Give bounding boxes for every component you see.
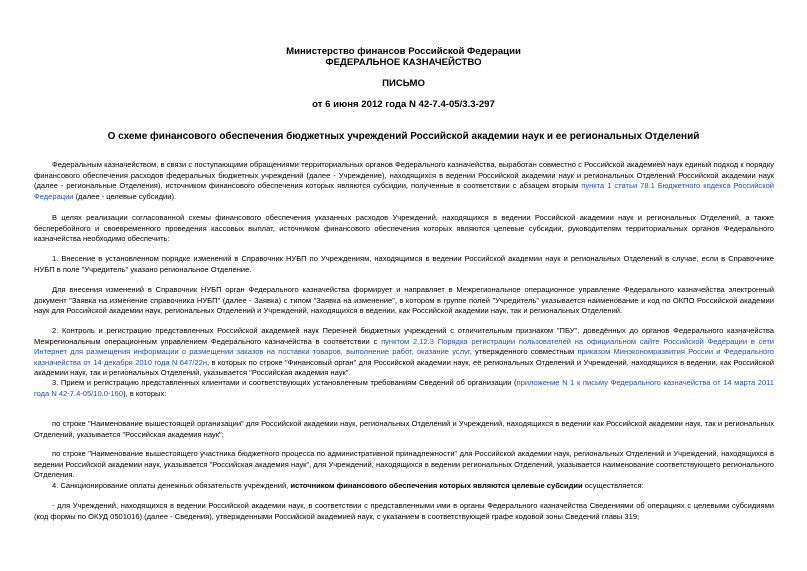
registration-procedure-link[interactable]: пунктом 2.12.3 Порядка регистрации пользователей на официальном сайте Российской Федерации в сети Интернет для размещения информации о размещении заказов на поставки товаров, выполнение работ, оказание услуг [34,336,775,357]
paragraph-item-3-line-2: по строке "Наименование вышестоящего участника бюджетного процесса по административной принадлежности" для Российской академии наук, региональных Отделений и Учреждений, находящихся в ведении Российской академии наук, указывается "Российская академия наук", для Учреждений, находящихся в ведении региональных Отделений, указывается наименование соответствующего регионального Отделения. [34,449,774,480]
paragraph-purpose: В целях реализации согласованной схемы финансового обеспечения указанных расходов Учреждений, находящихся в ведении Российской академии наук и региональных Отделений, а также бесперебойного и своевременного проведения кассовых выплат, источником финансового обеспечения которых являются целевые субсидии, руководителям территориальных органов Федерального казначейства необходимо обеспечить: [34,213,774,244]
paragraph-text: осуществляется: [582,481,644,490]
paragraph-intro [34,160,774,202]
agency-heading: ФЕДЕРАЛЬНОЕ КАЗНАЧЕЙСТВО [325,57,482,68]
doc-type-heading: ПИСЬМО [382,78,425,89]
paragraph-item-3 [34,378,774,399]
paragraph-item-4 [34,481,774,492]
subject-heading: О схеме финансового обеспечения бюджетных учреждений Российской академии наук и ее региональных Отделений [107,131,700,142]
appendix-link[interactable]: приложение N 1 к письму Федерального казначейства от 14 марта 2011 года N 42-7.4-05/10.0-160 [34,378,774,398]
paragraph-text: 2. Контроль и регистрацию представленных Российской академией наук Перечней бюджетных учреждений с отличительным признаком "ПБУ", доведённых до органов Федерального казначейства Межрегиональным операционным управлением Федерального казначейства в соответствии с [34,326,774,346]
paragraph-text: Федеральным казначейством, в связи с поступающими обращениями территориальных органов Федерального казначейства, выработан совместно с Российской академией наук единый подход к порядку финансового обеспечения расходов федеральных бюджетных учреждений (далее - Учреждение), находящихся в ведении Российской академии наук и региональных Отделений Российской академии наук (далее - региональные Отделения), источником финансового обеспечения которых являются субсидии, полученные в соответствии с абзацем вторым [34,160,774,191]
paragraph-item-1-details: Для внесения изменений в Справочник НУБП орган Федерального казначейства формирует и направляет в Межрегиональное операционное управление Федерального казначейства электронный документ "Заявка на изменение справочника НУБП" (далее - Заявка) с типом "Заявка на изменение", в котором в группе полей "Учредитель" указывается наименование и код по ОКПО Российской академии наук для Российской академии наук, региональных Отделений и Учреждений, находящихся в ведении, как Российской академии наук, так и региональных Отделений. [34,285,774,316]
date-number-heading: от 6 июня 2012 года N 42-7.4-05/3.3-297 [312,99,495,110]
paragraph-text: 4. Санкционирование оплаты денежных обязательств учреждений, [52,481,291,490]
order-link[interactable]: приказом Минэкономразвития России и Федерального казначейства от 14 декабря 2010 года N 647/22н [34,347,775,367]
paragraph-bold-text: источником финансового обеспечения которых являются целевые субсидии [290,481,583,490]
paragraph-item-1: 1. Внесение в установленном порядке изменений в Справочник НУБП по Учреждениям, находящимся в ведении Российской академии наук и региональных Отделений в случае, если в Справочнике НУБП в поле "Учредитель" указано региональное Отделение. [34,254,774,274]
paragraph-text: 3. Прием и регистрацию представленных клиентами и соответствующих установленным требованиям Сведений об организации ( [52,378,517,387]
paragraph-text: (далее - целевые субсидии). [73,191,177,201]
paragraph-text: ), в которых: [123,388,167,398]
paragraph-item-2 [34,326,774,379]
ministry-heading: Министерство финансов Российской Федерации [286,46,521,57]
budget-code-link[interactable]: пункта 1 статьи 78.1 Бюджетного кодекса Российской Федерации [34,181,774,201]
paragraph-item-3-line-1: по строке "Наименование вышестоящей организации" для Российской академии наук, региональных Отделений и Учреждений, находящихся в ведении как Российской академии наук, так и региональных Отделений, указывается "Российская академия наук"; [34,419,774,439]
paragraph-text: , утвержденного совместным [469,347,578,357]
paragraph-text: , в которых по строке "Финансовый орган" для Российской академии наук, её региональных Отделений и Учреждений, находящихся в ведении, как Российской академии наук, так и региональных Отделений, указывается "Российская академия наук". [34,357,774,378]
paragraph-item-4-bullet: - для Учреждений, находящихся в ведении Российской академии наук, в соответствии с представленными ими в органы Федерального казначейства Сведениями об операциях с целевыми субсидиями (код формы по ОКУД 0501016) (далее - Сведения), утвержденными Российской академией наук, с указанием в соответствующей графе кодовой зоны Сведений главы 319; [34,501,774,521]
